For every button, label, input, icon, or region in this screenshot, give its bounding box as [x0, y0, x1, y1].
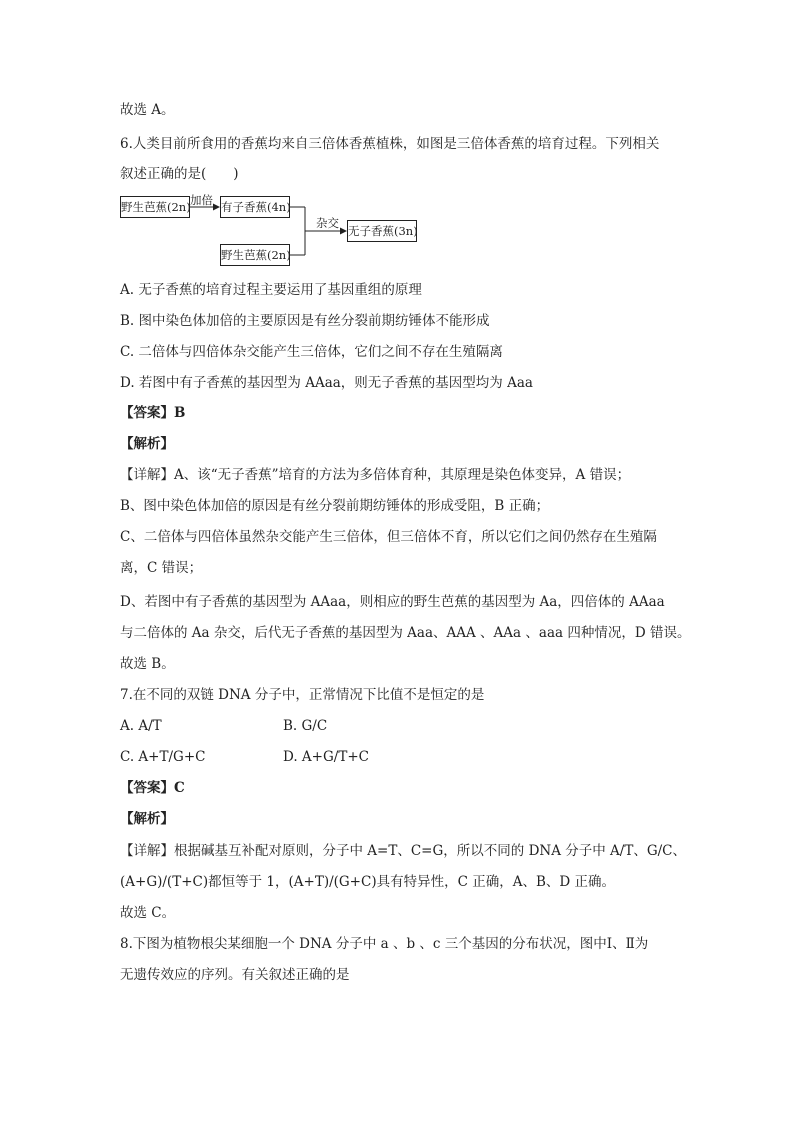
label-cross: 杂交 [316, 216, 339, 230]
question-6-conclusion: 故选 B。 [120, 656, 175, 672]
question-7-option-c: C. A+T/G+C [120, 749, 206, 765]
question-8-stem-cont: 无遗传效应的序列。有关叙述正确的是 [120, 967, 350, 983]
question-7-conclusion: 故选 C。 [120, 905, 176, 921]
question-6-option-a: A. 无子香蕉的培育过程主要运用了基因重组的原理 [120, 282, 422, 298]
question-7-answer: 【答案】C [120, 780, 185, 796]
box-seedless-banana: 无子香蕉(3n) [347, 220, 417, 242]
box-wild-banana-1: 野生芭蕉(2n) [120, 196, 190, 218]
question-6-detail: B、图中染色体加倍的原因是有丝分裂前期纺锤体的形成受阻，B 正确； [120, 498, 550, 514]
question-6-detail: C、二倍体与四倍体虽然杂交能产生三倍体，但三倍体不育，所以它们之间仍然存在生殖隔 [120, 529, 657, 545]
question-6-option-b: B. 图中染色体加倍的主要原因是有丝分裂前期纺锤体不能形成 [120, 313, 490, 329]
question-6-answer: 【答案】B [120, 405, 186, 421]
question-7-detail: (A+G)/(T+C)都恒等于 1，(A+T)/(G+C)具有特异性，C 正确，A、B、D 正确。 [120, 874, 615, 890]
box-seeded-banana: 有子香蕉(4n) [220, 196, 290, 218]
question-6-option-c: C. 二倍体与四倍体杂交能产生三倍体，它们之间不存在生殖隔离 [120, 344, 503, 360]
question-6-stem-cont: 叙述正确的是( ) [120, 166, 239, 182]
question-6-detail: D、若图中有子香蕉的基因型为 AAaa，则相应的野生芭蕉的基因型为 Aa，四倍体的 AAaa [120, 594, 665, 610]
text-line: 故选 A。 [120, 102, 175, 118]
question-7-option-b: B. G/C [283, 718, 328, 734]
question-6-detail: 与二倍体的 Aa 杂交，后代无子香蕉的基因型为 Aaa、AAA 、AAa 、aaa 四种情况，D 错误。 [120, 625, 691, 641]
question-6-detail: 【详解】A、该“无子香蕉”培育的方法为多倍体育种，其原理是染色体变异，A 错误； [120, 467, 631, 483]
question-7-analysis-heading: 【解析】 [120, 811, 174, 827]
question-6-detail: 离，C 错误； [120, 560, 203, 576]
question-6-stem: 6.人类目前所食用的香蕉均来自三倍体香蕉植株，如图是三倍体香蕉的培育过程。下列相关 [120, 136, 660, 152]
question-8-stem: 8.下图为植物根尖某细胞一个 DNA 分子中 a 、b 、c 三个基因的分布状况，图中Ⅰ、Ⅱ为 [120, 936, 649, 952]
box-wild-banana-2: 野生芭蕉(2n) [220, 244, 290, 266]
question-6-option-d: D. 若图中有子香蕉的基因型为 AAaa，则无子香蕉的基因型均为 Aaa [120, 375, 533, 391]
question-7-option-a: A. A/T [120, 718, 162, 734]
question-7-option-d: D. A+G/T+C [283, 749, 369, 765]
label-double: 加倍 [190, 193, 213, 207]
question-7-stem: 7.在不同的双链 DNA 分子中，正常情况下比值不是恒定的是 [120, 687, 485, 703]
question-7-detail: 【详解】根据碱基互补配对原则，分子中 A=T、C=G，所以不同的 DNA 分子中 A/T、G/C、 [120, 843, 687, 859]
question-6-analysis-heading: 【解析】 [120, 436, 174, 452]
